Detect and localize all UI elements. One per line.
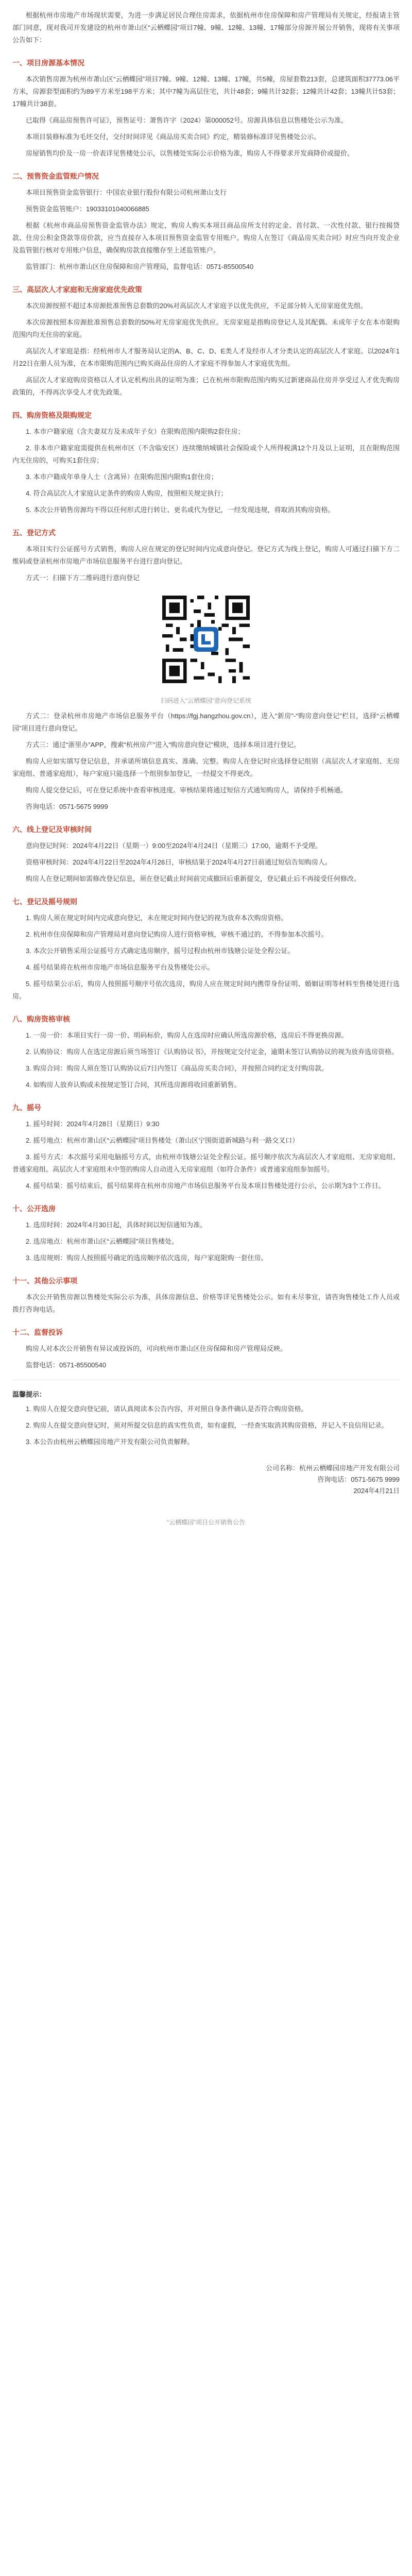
signature-phone: 咨询电话：0571-5675 9999 bbox=[317, 1476, 400, 1483]
section-paragraph: 根据《杭州市商品房预售资金监管办法》规定，购房人购买本项目商品房所支付的定金、首付款、一次性付款、银行按揭贷款、住房公积金贷款等房价款，应当直接存入本项目预售资金监管专用账户。购房人在签订《商品房买卖合同》时应当向开发企业及监管银行核对专用账户信息，确保购房款直接缴存至上述监管账户。 bbox=[12, 222, 400, 254]
section-paragraph: 3. 摇号方式：本次摇号采用电脑摇号方式，由杭州市钱塘公证处全程公证。摇号顺序依次为高层次人才家庭组、无房家庭组、普通家庭组。高层次人才家庭组未中签的购房人自动进入无房家庭组（如符合条件）或普通家庭组参加摇号。 bbox=[12, 1153, 400, 1173]
section-paragraph: 本次公开销售房源以售楼处实际公示为准，具体房源信息、价格等详见售楼处公示。如有未尽事宜，请咨询售楼处工作人员或拨打咨询电话。 bbox=[12, 1293, 400, 1313]
section-title: 二、预售资金监管账户情况 bbox=[12, 172, 99, 180]
notes-list bbox=[12, 1403, 400, 1448]
section-title: 九、摇号 bbox=[12, 1104, 41, 1112]
section-paragraph: 已取得《商品房预售许可证》，预售证号：萧售许字（2024）第000052号。房源具体信息以售楼处公示为准。 bbox=[26, 116, 348, 124]
section-paragraph: 3. 本市户籍成年单身人士（含离异）在限购范围内限购1套住房； bbox=[26, 473, 218, 481]
section-paragraph: 意向登记时间：2024年4月22日（星期一）9:00至2024年4月24日（星期三）17:00，逾期不予受理。 bbox=[26, 842, 322, 850]
section-paragraph: 4. 符合高层次人才家庭认定条件的购房人购房，按照相关规定执行； bbox=[26, 489, 228, 497]
section-paragraph: 4. 摇号结果：摇号结束后，摇号结果将在杭州市房地产市场信息服务平台及本项目售楼处进行公示，公示期为3个工作日。 bbox=[26, 1182, 385, 1190]
section-paragraph: 1. 选房时间：2024年4月30日起，具体时间以短信通知为准。 bbox=[26, 1221, 207, 1229]
section-paragraph: 4. 摇号结果将在杭州市房地产市场信息服务平台及售楼处公示。 bbox=[26, 963, 214, 971]
section-paragraph: 1. 购房人须在规定时间内完成意向登记，未在规定时间内登记的视为放弃本次购房资格。 bbox=[26, 914, 288, 922]
note-item: 1. 购房人在提交意向登记前，请认真阅读本公告内容，并对照自身条件确认是否符合购房资格。 bbox=[26, 1405, 308, 1413]
qr-caption: 扫码进入“云栖蝶园”意向登记系统 bbox=[161, 697, 251, 704]
section-paragraph: 5. 本次公开销售房源均不得以任何形式进行转让、更名或代为登记，一经发现违规，将取消其购房资格。 bbox=[26, 506, 335, 514]
section-paragraph: 3. 选房规则：购房人按照摇号确定的选房顺序依次选房，每户家庭限购一套住房。 bbox=[26, 1254, 268, 1262]
section-paragraph: 本项目装修标准为毛坯交付，交付时间详见《商品房买卖合同》约定，精装修标准详见售楼处公示。 bbox=[26, 133, 321, 141]
section-paragraph: 4. 如购房人放弃认购或未按规定签订合同，其所选房源将收回重新销售。 bbox=[26, 1081, 241, 1089]
section-paragraph: 监管部门：杭州市萧山区住房保障和房产管理局，监督电话：0571-85500540 bbox=[26, 263, 254, 270]
section-paragraph: 监督电话：0571-85500540 bbox=[26, 1361, 107, 1369]
section-paragraph: 本次房源按照不超过本房源批准预售总套数的20%对高层次人才家庭予以优先供应，不足部分转入无房家庭优先组。 bbox=[26, 302, 368, 310]
sections-part-2 bbox=[12, 710, 400, 1371]
section-paragraph: 本次销售房源为杭州市萧山区“云栖蝶园”项目7幢、9幢、12幢、13幢、17幢，共5幢，房屋套数213套，总建筑面积37773.06平方米，房源套型面积约为89平方米至198平方米；其中7幢为高层住宅，共计48套；9幢共计32套；12幢共计42套；13幢共计53套；17幢共计38套。 bbox=[12, 75, 400, 108]
note-item: 2. 购房人在提交意向登记时，须对所提交信息的真实性负责，如有虚假，一经查实取消其购房资格，并记入不良信用记录。 bbox=[26, 1421, 388, 1429]
section-paragraph: 购房人应如实填写登记信息，并承诺所填信息真实、准确、完整。购房人在登记时应选择登记组别（高层次人才家庭组、无房家庭组、普通家庭组），每户家庭只能选择一个组别参加登记，一经提交不得更改。 bbox=[12, 757, 400, 777]
qr-code[interactable] bbox=[162, 596, 250, 687]
section-paragraph: 本项目实行公证摇号方式销售，购房人应在规定的登记时间内完成意向登记。登记方式为线上登记，购房人可通过扫描下方二维码或登录杭州市房地产市场信息服务平台进行意向登记。 bbox=[12, 545, 400, 565]
section-paragraph: 1. 一房一价：本项目实行一房一价、明码标价，购房人在选房时应确认所选房源价格，选房后不得更换房源。 bbox=[26, 1031, 348, 1039]
section-paragraph: 2. 选房地点：杭州市萧山区“云栖蝶园”项目售楼处。 bbox=[26, 1238, 179, 1245]
section-paragraph: 3. 本次公开销售采用公证摇号方式确定选房顺序，摇号过程由杭州市钱塘公证处全程公证。 bbox=[26, 947, 295, 955]
sections-part-1 bbox=[12, 57, 400, 584]
qr-section bbox=[12, 596, 400, 687]
section-paragraph: 资格审核时间：2024年4月22日至2024年4月26日，审核结果于2024年4月27日前通过短信告知购房人。 bbox=[26, 858, 332, 866]
section-title: 十、公开选房 bbox=[12, 1205, 56, 1213]
section-paragraph: 购房人在登记期间如需修改登记信息，须在登记截止时间前完成撤回后重新提交，登记截止后不再接受任何修改。 bbox=[26, 875, 361, 883]
section-paragraph: 咨询电话：0571-5675 9999 bbox=[26, 803, 108, 810]
note-item: 3. 本公告由杭州云栖蝶园房地产开发有限公司负责解释。 bbox=[26, 1438, 194, 1446]
signature-block bbox=[12, 1463, 400, 1497]
qr-code-image bbox=[162, 596, 250, 683]
section-paragraph: 房屋销售均价及一房一价表详见售楼处公示，以售楼处实际公示价格为准，购房人不得要求开发商降价或提价。 bbox=[26, 149, 354, 157]
section-title: 六、线上登记及审核时间 bbox=[12, 825, 92, 834]
section-paragraph: 方式三：通过“浙里办”APP，搜索“杭州房产”进入“购房意向登记”模块，选择本项目进行登记。 bbox=[26, 741, 300, 749]
section-paragraph: 2. 杭州市住房保障和房产管理局对意向登记购房人进行资格审核，审核不通过的，不得参加本次摇号。 bbox=[26, 930, 328, 938]
section-title: 四、购房资格及限购规定 bbox=[12, 411, 92, 419]
section-paragraph: 高层次人才家庭购房资格以人才认定机构出具的证明为准；已在杭州市限购范围内购买过新建商品住房并享受过人才优先购房政策的，不得再次享受人才优先政策。 bbox=[12, 376, 400, 396]
section-title: 十一、其他公示事项 bbox=[12, 1277, 77, 1285]
section-paragraph: 1. 本市户籍家庭（含夫妻双方及未成年子女）在限购范围内限购2套住房； bbox=[26, 428, 245, 435]
section-paragraph: 3. 购房合同：购房人须在签订认购协议后7日内签订《商品房买卖合同》，并按照合同约定支付购房款。 bbox=[26, 1064, 329, 1072]
section-paragraph: 高层次人才家庭是指：经杭州市人才服务局认定的A、B、C、D、E类人才及经市人才分类认定的高层次人才家庭。以2024年1月22日在册人员为准，在本市限购范围内已购买商品住房的人才家庭不得参加人才家庭优先组。 bbox=[12, 347, 400, 367]
section-paragraph: 本项目预售资金监管银行：中国农业银行股份有限公司杭州萧山支行 bbox=[26, 189, 227, 196]
section-paragraph: 1. 摇号时间：2024年4月28日（星期日）9:30 bbox=[26, 1120, 160, 1128]
section-paragraph: 预售资金监管账户：19033101040066885 bbox=[26, 205, 149, 213]
notes-title: 温馨提示： bbox=[12, 1391, 46, 1398]
section-title: 五、登记方式 bbox=[12, 529, 56, 537]
signature-date: 2024年4月21日 bbox=[353, 1487, 400, 1495]
section-paragraph: 2. 认购协议：购房人在选定房源后须当场签订《认购协议书》，并按规定交付定金，逾期未签订认购协议的视为放弃选房资格。 bbox=[26, 1048, 398, 1056]
section-paragraph: 购房人提交登记后，可在登记系统中查看审核进度。审核结果将通过短信方式通知购房人，请保持手机畅通。 bbox=[26, 786, 348, 794]
section-title: 七、登记及摇号规则 bbox=[12, 897, 77, 906]
section-paragraph: 2. 摇号地点：杭州市萧山区“云栖蝶园”项目售楼处（萧山区宁围街道新城路与利一路交叉口） bbox=[26, 1137, 299, 1144]
signature-company: 公司名称：杭州云栖蝶园房地产开发有限公司 bbox=[265, 1464, 400, 1472]
section-title: 八、购房资格审核 bbox=[12, 1015, 70, 1023]
section-paragraph: 购房人对本次公开销售有异议或投诉的，可向杭州市萧山区住房保障和房产管理局反映。 bbox=[26, 1345, 287, 1352]
section-title: 一、项目房源基本情况 bbox=[12, 59, 84, 67]
footer-tagline: “云栖蝶园”项目公开销售公告 bbox=[167, 1519, 245, 1526]
intro-paragraph: 根据杭州市房地产市场现状需要，为进一步满足居民合理住房需求，依据杭州市住房保障和房产管理局有关规定，经报请主管部门同意，现对我司开发建设的杭州市萧山区“云栖蝶园”项目7幢、9幢、12幢、13幢、17幢部分房源开展公开销售，现将有关事项公告如下： bbox=[12, 11, 400, 44]
section-paragraph: 方式一：扫描下方二维码进行意向登记 bbox=[26, 574, 140, 582]
section-paragraph: 5. 摇号结果公示后，购房人按照摇号顺序号依次选房，购房人应在规定时间内携带身份证明、婚姻证明等材料至售楼处进行选房。 bbox=[12, 980, 400, 1000]
section-paragraph: 本次房源按照本房源批准预售总套数的50%对无房家庭优先供应。无房家庭是指购房登记人及其配偶、未成年子女在本市限购范围内均无住房的家庭。 bbox=[12, 318, 400, 338]
section-title: 十二、监督投诉 bbox=[12, 1328, 63, 1336]
section-paragraph: 方式二：登录杭州市房地产市场信息服务平台（https://fgj.hangzhou.gov.cn），进入“新房”-“购房意向登记”栏目，选择“云栖蝶园”项目进行意向登记。 bbox=[12, 712, 400, 732]
section-paragraph: 2. 非本市户籍家庭需提供在杭州市区（不含临安区）连续缴纳城镇社会保险或个人所得税满12个月及以上证明，且在限购范围内无住房的，可购买1套住房； bbox=[12, 444, 400, 464]
section-title: 三、高层次人才家庭和无房家庭优先政策 bbox=[12, 285, 142, 294]
